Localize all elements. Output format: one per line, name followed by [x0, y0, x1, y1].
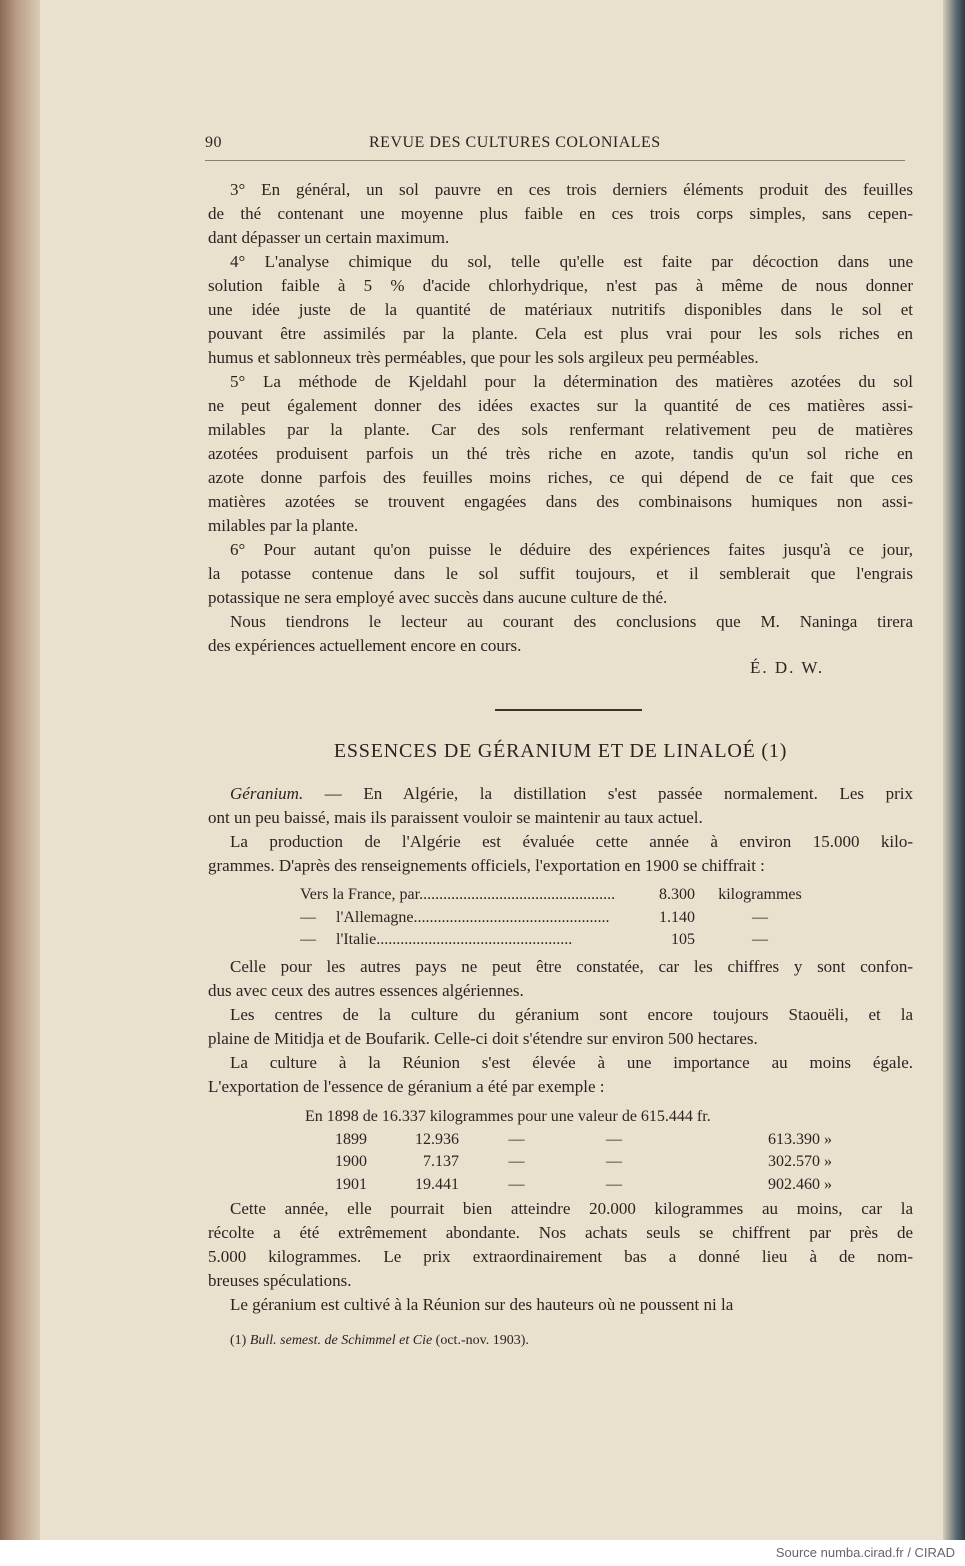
ditto: — [508, 1175, 525, 1193]
text-line: azote donne parfois des feuilles moins riches, ce qui dépend de ce fait que ces [208, 468, 913, 487]
paragraph-geranium-intro [208, 782, 913, 878]
text-line: 3° En général, un sol pauvre en ces trois derniers éléments produit des feuilles [230, 180, 913, 199]
value: 902.460 » [768, 1175, 832, 1193]
year: En 1898 de [305, 1108, 378, 1125]
destination: Vers la France, par................................................. [300, 886, 616, 903]
table-row [300, 929, 815, 952]
text-line: dus avec ceux des autres essences algériennes. [208, 981, 524, 1000]
text-line: Nous tiendrons le lecteur au courant des conclusions que M. Naninga tirera [230, 612, 913, 631]
text-line: 5.000 kilogrammes. Le prix extraordinairement bas a donné lieu à de nom- [208, 1247, 913, 1266]
text-line: potassique ne sera employé avec succès dans aucune culture de thé. [208, 588, 668, 607]
unit: — [752, 931, 768, 948]
quantity: 105 [671, 931, 695, 948]
text-line: récolte a été extrêmement abondante. Nos achats seuls se chiffrent par près de [208, 1223, 913, 1242]
text-line: breuses spéculations. [208, 1271, 352, 1290]
destination: — l'Italie................................................. [300, 931, 573, 948]
footnote-mark: (1) [230, 1333, 247, 1348]
table-row [305, 1151, 832, 1174]
ditto: — [606, 1153, 622, 1170]
text-line: de thé contenant une moyenne plus faible en ces trois corps simples, sans cepen- [208, 204, 913, 223]
paragraphs-harvest [208, 1197, 913, 1317]
running-title: REVUE DES CULTURES COLONIALES [369, 134, 661, 151]
source-credit: Source numba.cirad.fr / CIRAD [775, 1545, 955, 1560]
text-line: pouvant être assimilés par la plante. Cela est plus vrai pour les sols riches en [208, 324, 913, 343]
unit: kilogrammes [718, 886, 802, 903]
quantity: 19.441 [415, 1175, 459, 1193]
value: 302.570 » [768, 1153, 832, 1170]
text-line: plaine de Mitidja et de Boufarik. Celle-ci doit s'étendre sur environ 500 hectares. [208, 1029, 758, 1048]
quantity: 12.936 [415, 1130, 459, 1148]
text-line: ne peut également donner des idées exactes sur la quantité de ces matières assi- [208, 396, 913, 415]
footnote [230, 1333, 529, 1349]
year: 1901 [335, 1175, 367, 1193]
text-line: La production de l'Algérie est évaluée cette année à environ 15.000 kilo- [230, 832, 913, 851]
text-line: Cette année, elle pourrait bien atteindre 20.000 kilogrammes au moins, car la [230, 1199, 913, 1218]
ditto: — [606, 1130, 622, 1148]
quantity: 7.137 [423, 1153, 459, 1170]
quantity: 16.337 [381, 1108, 426, 1125]
section-separator [495, 709, 642, 711]
section-conclusions [208, 178, 913, 658]
text-line: une idée juste de la quantité de matériaux nutritifs disponibles dans le sol et [208, 300, 913, 319]
text-line: L'exportation de l'essence de géranium a été par exemple : [208, 1077, 605, 1096]
unit: — [752, 908, 768, 926]
quantity: 1.140 [659, 908, 695, 926]
header-rule [205, 160, 905, 161]
page-edge [943, 0, 965, 1540]
text-line: milables par la plante. [208, 516, 359, 535]
text-line: dant dépasser un certain maximum. [208, 228, 450, 247]
signature: É. D. W. [750, 658, 825, 677]
text-line: solution faible à 5 % d'acide chlorhydrique, n'est pas à même de nous donner [208, 276, 913, 295]
text-line: 6° Pour autant qu'on puisse le déduire des expériences faites jusqu'à ce jour, [230, 540, 913, 559]
footnote-date: (oct.-nov. 1903). [432, 1333, 529, 1348]
text-line: des expériences actuellement encore en cours. [208, 636, 522, 655]
value: 613.390 » [768, 1130, 832, 1148]
text-line: 5° La méthode de Kjeldahl pour la détermination des matières azotées du sol [230, 372, 913, 391]
table-row [300, 907, 815, 930]
text-line: grammes. D'après des renseignements officiels, l'exportation en 1900 se chiffrait : [208, 856, 765, 875]
value: 615.444 fr. [640, 1108, 711, 1125]
table-row [305, 1129, 832, 1152]
text-line: azotées produisent parfois un thé très riche en azote, tandis qu'un sol riche en [208, 444, 913, 463]
ditto: — [508, 1153, 525, 1170]
destination: — l'Allemagne................................................. [300, 908, 610, 926]
page-number: 90 [205, 134, 222, 151]
text-line: — En Algérie, la distillation s'est passée normalement. Les prix [324, 784, 914, 803]
paragraphs-culture [208, 955, 913, 1099]
text-line: matières azotées se trouvent engagées dans des combinaisons humiques non assi- [208, 492, 913, 511]
text-line: la potasse contenue dans le sol suffit toujours, et il semblerait que l'engrais [208, 564, 913, 583]
text-line: Celle pour les autres pays ne peut être constatée, car les chiffres y sont confon- [230, 957, 913, 976]
article-title: ESSENCES DE GÉRANIUM ET DE LINALOÉ (1) [333, 740, 788, 762]
reunion-export-table [305, 1106, 832, 1196]
export-table [300, 884, 815, 952]
text-line: 4° L'analyse chimique du sol, telle qu'elle est faite par décoction dans une [230, 252, 913, 271]
table-row [300, 884, 815, 907]
ditto: — [508, 1130, 525, 1148]
text-line: Le géranium est cultivé à la Réunion sur des hauteurs où ne poussent ni la [230, 1295, 734, 1314]
year: 1900 [335, 1153, 367, 1170]
table-row [305, 1106, 832, 1129]
book-spine-edge [0, 0, 40, 1540]
text-line: humus et sablonneux très perméables, que pour les sols argileux peu perméables. [208, 348, 759, 367]
intro-italic: Géranium. [230, 784, 304, 803]
quantity: 8.300 [659, 886, 695, 903]
text-line: ont un peu baissé, mais ils paraissent vouloir se maintenir au taux actuel. [208, 808, 703, 827]
text-line: milables par la plante. Car des sols renfermant relativement peu de matières [208, 420, 913, 439]
footnote-citation: Bull. semest. de Schimmel et Cie [249, 1333, 433, 1348]
ditto: — [606, 1175, 622, 1193]
text-line: La culture à la Réunion s'est élevée à une importance au moins égale. [230, 1053, 913, 1072]
text-line: Les centres de la culture du géranium sont encore toujours Staouëli, et la [230, 1005, 913, 1024]
year: 1899 [335, 1130, 367, 1148]
unit-text: kilogrammes pour une valeur de [429, 1108, 637, 1125]
table-row [305, 1174, 832, 1197]
